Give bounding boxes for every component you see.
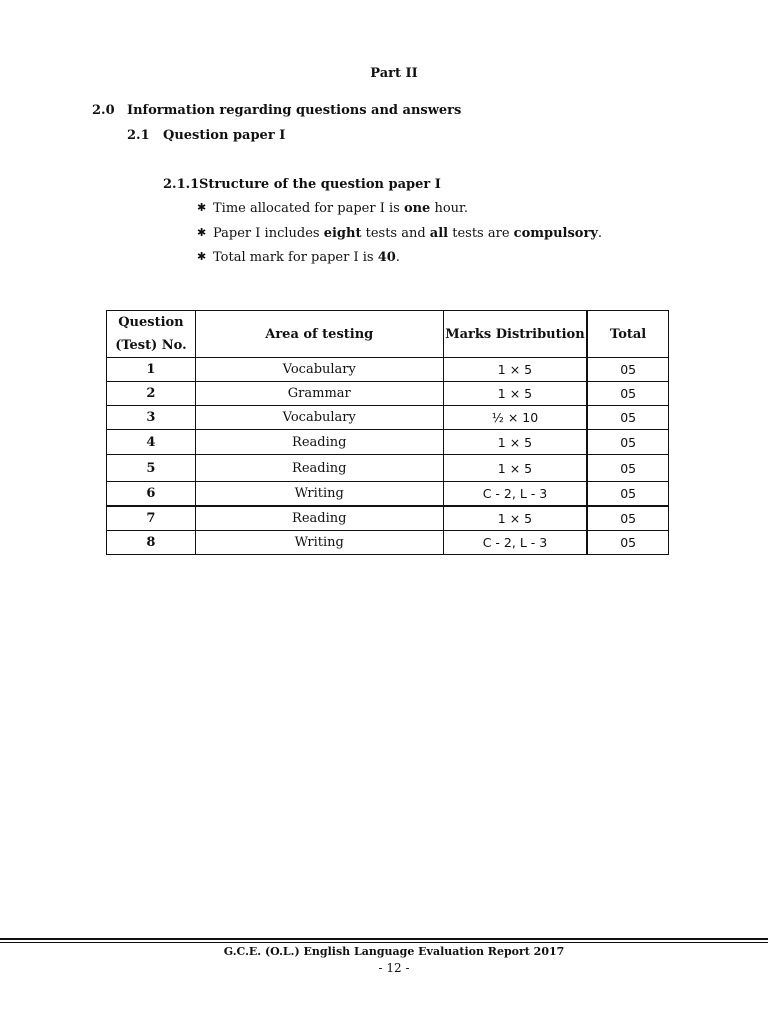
section-number: 2.0	[92, 103, 115, 118]
cell-marks: 1 × 5	[443, 358, 587, 382]
cell-area: Grammar	[195, 382, 443, 406]
bullet-text: Time allocated for paper I is	[213, 201, 404, 216]
cell-marks: 1 × 5	[443, 506, 587, 531]
bullet-text: .	[395, 250, 400, 265]
table-row	[107, 430, 669, 455]
cell-area: Writing	[195, 531, 443, 555]
asterisk-bullet-icon: ✱	[197, 226, 207, 239]
table-row	[107, 382, 669, 406]
bullet-text: Paper I includes	[213, 226, 324, 241]
cell-question-no: 7	[107, 506, 196, 531]
header-area: Area of testing	[195, 311, 443, 358]
footer-rule-thin	[0, 942, 768, 943]
bullet-time-allocated	[197, 201, 468, 216]
cell-area: Reading	[195, 455, 443, 482]
page-number: - 12 -	[378, 961, 410, 975]
bullet-emphasis: one	[403, 201, 431, 216]
cell-question-no: 5	[107, 455, 196, 482]
cell-total: 05	[587, 455, 668, 482]
cell-area: Reading	[195, 506, 443, 531]
cell-question-no: 4	[107, 430, 196, 455]
bullet-text: .	[597, 226, 603, 241]
table-row	[107, 406, 669, 430]
cell-question-no: 6	[107, 482, 196, 506]
header-question-line2: (Test) No.	[115, 338, 187, 353]
table-row	[107, 506, 669, 531]
header-question-line1: Question	[118, 315, 184, 330]
cell-area: Writing	[195, 482, 443, 506]
cell-question-no: 2	[107, 382, 196, 406]
cell-total: 05	[587, 382, 668, 406]
cell-question-no: 1	[107, 358, 196, 382]
cell-total: 05	[587, 506, 668, 531]
bullet-emphasis: eight	[323, 226, 362, 241]
footer-report-title: G.C.E. (O.L.) English Language Evaluation Report 2017	[223, 945, 565, 958]
cell-marks: 1 × 5	[443, 382, 587, 406]
bullet-paper-tests	[197, 226, 602, 241]
marks-distribution-table	[106, 310, 669, 555]
cell-area: Vocabulary	[195, 358, 443, 382]
bullet-emphasis: 40	[377, 250, 396, 265]
table-row	[107, 531, 669, 555]
cell-total: 05	[587, 482, 668, 506]
cell-question-no: 3	[107, 406, 196, 430]
subsection-title: Question paper I	[163, 128, 286, 143]
cell-marks: C - 2, L - 3	[443, 482, 587, 506]
header-question-no	[107, 311, 196, 358]
cell-marks: 1 × 5	[443, 455, 587, 482]
cell-area: Vocabulary	[195, 406, 443, 430]
bullet-text: tests are	[448, 226, 514, 241]
footer-rule-thick	[0, 938, 768, 940]
bullet-text: hour.	[430, 201, 468, 216]
bullet-text: Total mark for paper I is	[213, 250, 378, 265]
cell-marks: C - 2, L - 3	[443, 531, 587, 555]
cell-marks: 1 × 5	[443, 430, 587, 455]
header-marks: Marks Distribution	[443, 311, 587, 358]
section-title: Information regarding questions and answers	[127, 103, 462, 118]
subsection-number: 2.1	[127, 128, 150, 143]
header-total: Total	[587, 311, 668, 358]
table-row	[107, 358, 669, 382]
asterisk-bullet-icon: ✱	[197, 201, 207, 214]
table-row	[107, 455, 669, 482]
cell-total: 05	[587, 406, 668, 430]
bullet-emphasis: all	[429, 226, 449, 241]
cell-total: 05	[587, 358, 668, 382]
cell-area: Reading	[195, 430, 443, 455]
part-title: Part II	[370, 66, 418, 81]
cell-marks: ½ × 10	[443, 406, 587, 430]
subsubsection-title: Structure of the question paper I	[199, 177, 441, 192]
asterisk-bullet-icon: ✱	[197, 250, 207, 263]
cell-total: 05	[587, 430, 668, 455]
bullet-total-mark	[197, 250, 400, 265]
subsubsection-number: 2.1.1	[163, 177, 200, 192]
cell-total: 05	[587, 531, 668, 555]
bullet-emphasis: compulsory	[513, 226, 598, 241]
table-row	[107, 482, 669, 506]
bullet-text: tests and	[361, 226, 430, 241]
cell-question-no: 8	[107, 531, 196, 555]
table-header-row	[107, 311, 669, 358]
